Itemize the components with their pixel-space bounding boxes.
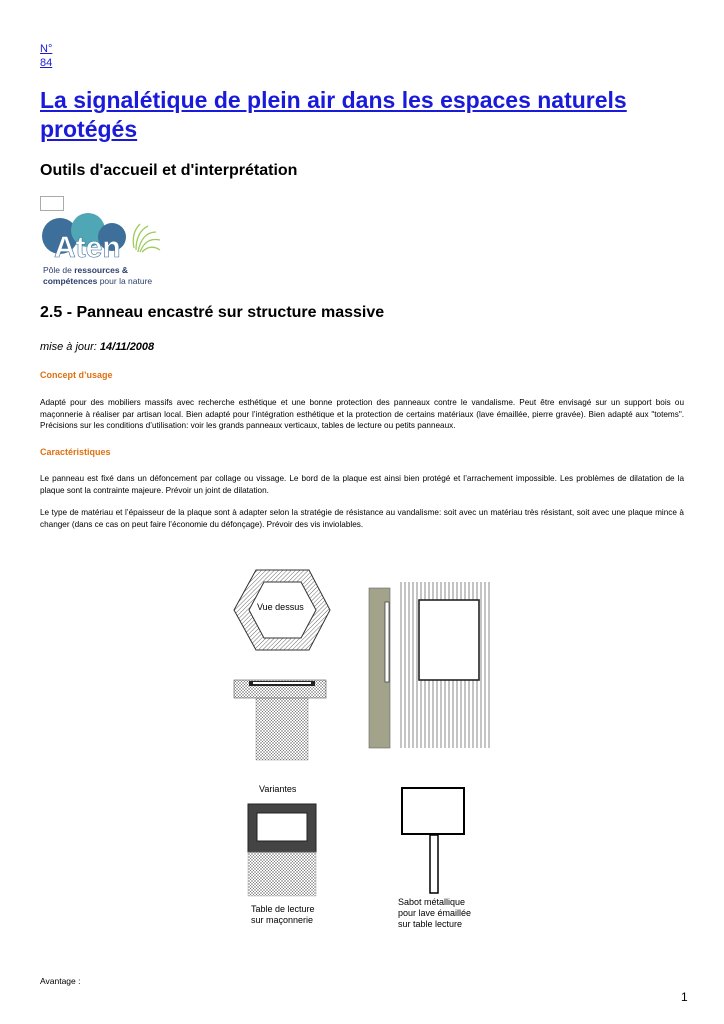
page-number: 1 [681, 990, 688, 1004]
caracteristiques-heading: Caractéristiques [40, 447, 111, 457]
hexagon-top-view [234, 570, 330, 650]
page-title-link[interactable]: La signalétique de plein air dans les espaces naturels protégés [40, 87, 627, 142]
logo-caption: Pôle de ressources & compétences pour la nature [43, 265, 153, 286]
section-view [234, 680, 326, 760]
table-label-line1: Table de lecture [251, 904, 315, 914]
vue-dessus-label: Vue dessus [257, 602, 304, 612]
document-number-link[interactable] [40, 42, 52, 70]
caracteristiques-paragraph-2: Le type de matériau et l’épaisseur de la plaque sont à adapter selon la stratégie de résistance au vandalisme: soit avec un matériau très résistant, soit avec une plaque mince à changer (dans ce cas on peut faire l’économie du défonçage). Prévoir des vis inviolables. [40, 508, 684, 529]
doc-number-label: N° [40, 43, 53, 55]
metal-shoe-variant [398, 788, 471, 929]
sabot-label-line1: Sabot métallique [398, 897, 466, 907]
logo-wordmark: Aten [54, 231, 121, 264]
sabot-label-line3: sur table lecture [398, 919, 463, 929]
side-view-post [369, 588, 390, 748]
concept-paragraph: Adapté pour des mobiliers massifs avec recherche esthétique et une bonne protection des panneaux contre le vandalisme. Peut être envisagé sur un support bois ou maçonnerie à réaliser par artisan local. Bien adapté pour l’intégration esthétique et la protection de certains matériaux (lave émaillée, pierre gravée). Bien adapté aux "totems". Précisions sur les conditions d’utilisation: voir les grands panneaux verticaux, tables de lecture ou petits panneaux. [40, 398, 684, 430]
table-label-line2: sur maçonnerie [251, 915, 314, 925]
image-placeholder [40, 196, 64, 211]
logo-leaf-green [133, 224, 160, 252]
caracteristiques-paragraph-1: Le panneau est fixé dans un défoncement par collage ou vissage. Le bord de la plaque est ainsi bien protégé et l’arrachement impossible. Les problèmes de dilatation de la plaque sont la contrainte majeure. Prévoir un joint de dilatation. [40, 474, 684, 495]
section-title: 2.5 - Panneau encastré sur structure massive [40, 304, 385, 321]
avantage-label: Avantage : [40, 976, 81, 986]
doc-number-value: 84 [40, 57, 53, 69]
sabot-label-line2: pour lave émaillée [398, 908, 472, 918]
technical-drawing [0, 560, 724, 940]
concept-heading: Concept d’usage [40, 370, 113, 380]
variantes-label: Variantes [259, 784, 297, 794]
subtitle: Outils d'accueil et d'interprétation [40, 162, 298, 179]
front-view-totem [398, 582, 492, 748]
update-date: mise à jour: 14/11/2008 [40, 341, 155, 353]
reading-table-variant [248, 804, 316, 925]
